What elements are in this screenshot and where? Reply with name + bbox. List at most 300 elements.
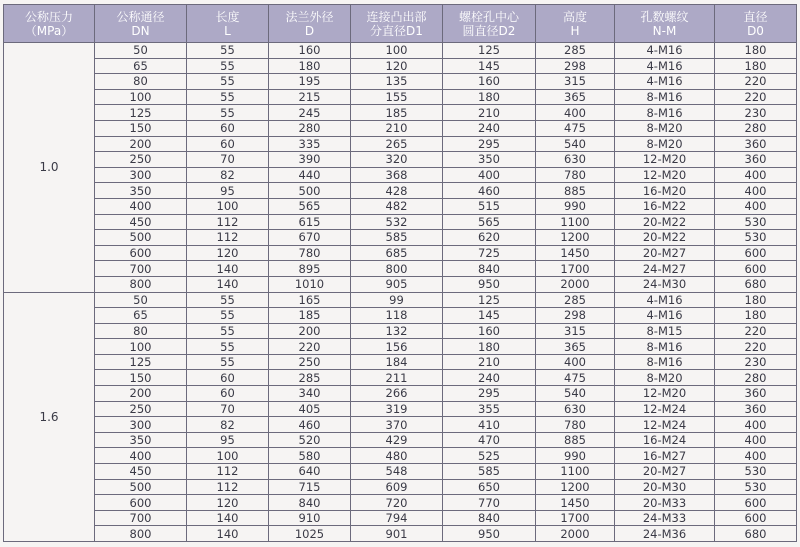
cell-bolt-circle-d2: 650 <box>443 479 536 495</box>
cell-bolt-holes: 8-M20 <box>615 120 715 136</box>
cell-bolt-circle-d2: 210 <box>443 354 536 370</box>
cell-flange-od: 840 <box>269 495 351 511</box>
cell-bolt-holes: 8-M16 <box>615 89 715 105</box>
header-raised-face-d1 <box>351 5 443 43</box>
cell-height: 365 <box>536 89 615 105</box>
cell-dn: 65 <box>95 308 187 324</box>
cell-dn: 250 <box>95 401 187 417</box>
cell-flange-od: 460 <box>269 417 351 433</box>
cell-diameter-d0: 360 <box>715 401 797 417</box>
cell-raised-face-d1: 135 <box>351 74 443 90</box>
cell-dn: 100 <box>95 339 187 355</box>
cell-height: 540 <box>536 386 615 402</box>
cell-raised-face-d1: 184 <box>351 354 443 370</box>
cell-flange-od: 285 <box>269 370 351 386</box>
cell-flange-od: 580 <box>269 448 351 464</box>
cell-raised-face-d1: 482 <box>351 198 443 214</box>
cell-flange-od: 195 <box>269 74 351 90</box>
cell-length: 140 <box>187 526 269 542</box>
cell-flange-od: 390 <box>269 152 351 168</box>
cell-diameter-d0: 360 <box>715 386 797 402</box>
cell-height: 1450 <box>536 495 615 511</box>
cell-height: 2000 <box>536 526 615 542</box>
header-label: 法兰外径 <box>285 9 334 24</box>
cell-dn: 65 <box>95 58 187 74</box>
table-row <box>4 214 797 230</box>
cell-flange-od: 215 <box>269 89 351 105</box>
cell-bolt-holes: 12-M20 <box>615 386 715 402</box>
table-row <box>4 74 797 90</box>
cell-bolt-holes: 12-M24 <box>615 401 715 417</box>
cell-bolt-circle-d2: 515 <box>443 198 536 214</box>
cell-diameter-d0: 530 <box>715 479 797 495</box>
cell-dn: 400 <box>95 448 187 464</box>
cell-raised-face-d1: 901 <box>351 526 443 542</box>
cell-bolt-circle-d2: 240 <box>443 120 536 136</box>
cell-dn: 300 <box>95 417 187 433</box>
cell-bolt-circle-d2: 350 <box>443 152 536 168</box>
cell-length: 120 <box>187 245 269 261</box>
cell-diameter-d0: 360 <box>715 136 797 152</box>
cell-height: 298 <box>536 58 615 74</box>
cell-dn: 250 <box>95 152 187 168</box>
cell-height: 630 <box>536 152 615 168</box>
header-sublabel: H <box>570 23 580 38</box>
cell-height: 400 <box>536 105 615 121</box>
cell-bolt-holes: 8-M20 <box>615 136 715 152</box>
cell-dn: 600 <box>95 495 187 511</box>
cell-diameter-d0: 180 <box>715 58 797 74</box>
cell-flange-od: 520 <box>269 432 351 448</box>
cell-height: 780 <box>536 417 615 433</box>
cell-diameter-d0: 280 <box>715 370 797 386</box>
table-header-row <box>4 5 797 43</box>
cell-raised-face-d1: 118 <box>351 308 443 324</box>
cell-dn: 700 <box>95 510 187 526</box>
cell-bolt-circle-d2: 400 <box>443 167 536 183</box>
cell-length: 82 <box>187 167 269 183</box>
cell-height: 630 <box>536 401 615 417</box>
cell-bolt-holes: 16-M20 <box>615 183 715 199</box>
cell-raised-face-d1: 685 <box>351 245 443 261</box>
cell-bolt-holes: 24-M33 <box>615 510 715 526</box>
cell-dn: 80 <box>95 74 187 90</box>
cell-bolt-holes: 20-M27 <box>615 245 715 261</box>
cell-bolt-circle-d2: 840 <box>443 510 536 526</box>
cell-bolt-circle-d2: 950 <box>443 526 536 542</box>
cell-bolt-circle-d2: 240 <box>443 370 536 386</box>
cell-diameter-d0: 230 <box>715 354 797 370</box>
cell-bolt-holes: 12-M20 <box>615 167 715 183</box>
cell-length: 55 <box>187 43 269 59</box>
cell-raised-face-d1: 185 <box>351 105 443 121</box>
spec-table-container <box>3 4 796 543</box>
cell-length: 140 <box>187 276 269 292</box>
cell-length: 112 <box>187 479 269 495</box>
cell-dn: 125 <box>95 354 187 370</box>
cell-bolt-holes: 4-M16 <box>615 43 715 59</box>
cell-bolt-circle-d2: 145 <box>443 58 536 74</box>
header-label: 高度 <box>562 9 587 24</box>
cell-flange-od: 340 <box>269 386 351 402</box>
cell-bolt-holes: 4-M16 <box>615 58 715 74</box>
cell-length: 55 <box>187 354 269 370</box>
cell-diameter-d0: 600 <box>715 495 797 511</box>
table-row <box>4 167 797 183</box>
cell-diameter-d0: 600 <box>715 510 797 526</box>
cell-dn: 700 <box>95 261 187 277</box>
cell-diameter-d0: 400 <box>715 448 797 464</box>
cell-length: 100 <box>187 448 269 464</box>
cell-length: 55 <box>187 339 269 355</box>
cell-dn: 50 <box>95 43 187 59</box>
cell-bolt-circle-d2: 125 <box>443 292 536 308</box>
cell-diameter-d0: 360 <box>715 152 797 168</box>
cell-dn: 100 <box>95 89 187 105</box>
cell-length: 140 <box>187 261 269 277</box>
cell-flange-od: 280 <box>269 120 351 136</box>
cell-dn: 600 <box>95 245 187 261</box>
cell-bolt-circle-d2: 410 <box>443 417 536 433</box>
cell-length: 60 <box>187 136 269 152</box>
cell-height: 285 <box>536 292 615 308</box>
cell-length: 60 <box>187 120 269 136</box>
cell-flange-od: 165 <box>269 292 351 308</box>
cell-length: 70 <box>187 401 269 417</box>
header-sublabel: 圆直径D2 <box>462 23 516 38</box>
header-label: 长度 <box>215 9 240 24</box>
cell-height: 315 <box>536 323 615 339</box>
table-row <box>4 526 797 542</box>
cell-raised-face-d1: 155 <box>351 89 443 105</box>
cell-height: 475 <box>536 120 615 136</box>
pressure-cell: 1.0 <box>4 43 95 293</box>
cell-bolt-circle-d2: 295 <box>443 386 536 402</box>
cell-height: 2000 <box>536 276 615 292</box>
cell-raised-face-d1: 132 <box>351 323 443 339</box>
cell-height: 475 <box>536 370 615 386</box>
cell-length: 100 <box>187 198 269 214</box>
cell-raised-face-d1: 100 <box>351 43 443 59</box>
cell-length: 95 <box>187 432 269 448</box>
table-row <box>4 292 797 308</box>
table-row <box>4 198 797 214</box>
cell-bolt-holes: 20-M22 <box>615 214 715 230</box>
table-row <box>4 105 797 121</box>
table-row <box>4 89 797 105</box>
cell-diameter-d0: 220 <box>715 339 797 355</box>
cell-dn: 500 <box>95 230 187 246</box>
cell-diameter-d0: 220 <box>715 323 797 339</box>
table-row <box>4 230 797 246</box>
header-length <box>187 5 269 43</box>
cell-bolt-circle-d2: 295 <box>443 136 536 152</box>
cell-height: 1200 <box>536 479 615 495</box>
table-row <box>4 183 797 199</box>
cell-bolt-circle-d2: 460 <box>443 183 536 199</box>
cell-bolt-circle-d2: 770 <box>443 495 536 511</box>
table-row <box>4 510 797 526</box>
cell-flange-od: 615 <box>269 214 351 230</box>
table-row <box>4 261 797 277</box>
cell-dn: 500 <box>95 479 187 495</box>
header-sublabel: L <box>224 23 231 38</box>
cell-flange-od: 670 <box>269 230 351 246</box>
cell-raised-face-d1: 548 <box>351 464 443 480</box>
cell-diameter-d0: 400 <box>715 183 797 199</box>
cell-bolt-circle-d2: 950 <box>443 276 536 292</box>
cell-length: 55 <box>187 58 269 74</box>
cell-raised-face-d1: 428 <box>351 183 443 199</box>
cell-height: 315 <box>536 74 615 90</box>
cell-bolt-circle-d2: 585 <box>443 464 536 480</box>
table-row <box>4 245 797 261</box>
table-row <box>4 43 797 59</box>
cell-flange-od: 1010 <box>269 276 351 292</box>
cell-length: 55 <box>187 105 269 121</box>
cell-height: 298 <box>536 308 615 324</box>
cell-dn: 350 <box>95 183 187 199</box>
table-row <box>4 417 797 433</box>
cell-raised-face-d1: 532 <box>351 214 443 230</box>
cell-length: 112 <box>187 214 269 230</box>
table-row <box>4 136 797 152</box>
cell-height: 885 <box>536 432 615 448</box>
cell-bolt-holes: 24-M27 <box>615 261 715 277</box>
cell-flange-od: 1025 <box>269 526 351 542</box>
cell-height: 1450 <box>536 245 615 261</box>
cell-flange-od: 160 <box>269 43 351 59</box>
header-sublabel: DN <box>131 23 150 38</box>
cell-bolt-holes: 16-M27 <box>615 448 715 464</box>
header-height <box>536 5 615 43</box>
cell-diameter-d0: 530 <box>715 230 797 246</box>
cell-bolt-circle-d2: 355 <box>443 401 536 417</box>
cell-flange-od: 220 <box>269 339 351 355</box>
cell-height: 285 <box>536 43 615 59</box>
header-bolt-holes <box>615 5 715 43</box>
cell-bolt-circle-d2: 470 <box>443 432 536 448</box>
cell-bolt-holes: 20-M33 <box>615 495 715 511</box>
header-label: 连接凸出部 <box>366 9 427 24</box>
header-sublabel: 分直径D1 <box>370 23 423 38</box>
cell-raised-face-d1: 429 <box>351 432 443 448</box>
header-bolt-circle-d2 <box>443 5 536 43</box>
cell-diameter-d0: 600 <box>715 261 797 277</box>
cell-bolt-holes: 8-M20 <box>615 370 715 386</box>
cell-length: 55 <box>187 323 269 339</box>
header-diameter-d0 <box>715 5 797 43</box>
table-row <box>4 58 797 74</box>
cell-dn: 800 <box>95 526 187 542</box>
cell-diameter-d0: 530 <box>715 464 797 480</box>
cell-dn: 400 <box>95 198 187 214</box>
cell-diameter-d0: 180 <box>715 308 797 324</box>
cell-bolt-holes: 8-M16 <box>615 354 715 370</box>
cell-flange-od: 200 <box>269 323 351 339</box>
cell-flange-od: 250 <box>269 354 351 370</box>
cell-bolt-holes: 8-M16 <box>615 339 715 355</box>
cell-dn: 150 <box>95 120 187 136</box>
cell-raised-face-d1: 320 <box>351 152 443 168</box>
cell-diameter-d0: 280 <box>715 120 797 136</box>
cell-length: 70 <box>187 152 269 168</box>
header-dn <box>95 5 187 43</box>
cell-raised-face-d1: 720 <box>351 495 443 511</box>
cell-height: 990 <box>536 448 615 464</box>
table-row <box>4 464 797 480</box>
cell-raised-face-d1: 210 <box>351 120 443 136</box>
cell-dn: 200 <box>95 386 187 402</box>
cell-flange-od: 895 <box>269 261 351 277</box>
table-row <box>4 339 797 355</box>
header-sublabel: （MPa） <box>24 23 74 38</box>
cell-bolt-holes: 4-M16 <box>615 308 715 324</box>
header-label: 公称压力 <box>24 9 73 24</box>
header-pressure <box>4 5 95 43</box>
header-label: 公称通径 <box>116 9 165 24</box>
cell-height: 400 <box>536 354 615 370</box>
cell-diameter-d0: 220 <box>715 74 797 90</box>
cell-flange-od: 185 <box>269 308 351 324</box>
cell-diameter-d0: 400 <box>715 167 797 183</box>
cell-dn: 80 <box>95 323 187 339</box>
cell-bolt-holes: 24-M36 <box>615 526 715 542</box>
cell-diameter-d0: 400 <box>715 432 797 448</box>
cell-raised-face-d1: 370 <box>351 417 443 433</box>
cell-flange-od: 565 <box>269 198 351 214</box>
cell-height: 1200 <box>536 230 615 246</box>
cell-bolt-circle-d2: 725 <box>443 245 536 261</box>
cell-diameter-d0: 400 <box>715 417 797 433</box>
cell-bolt-circle-d2: 180 <box>443 339 536 355</box>
table-row <box>4 495 797 511</box>
header-flange-od <box>269 5 351 43</box>
cell-height: 780 <box>536 167 615 183</box>
cell-raised-face-d1: 480 <box>351 448 443 464</box>
cell-length: 55 <box>187 74 269 90</box>
table-row <box>4 354 797 370</box>
table-row <box>4 120 797 136</box>
cell-raised-face-d1: 99 <box>351 292 443 308</box>
cell-length: 82 <box>187 417 269 433</box>
header-sublabel: N-M <box>652 23 677 38</box>
table-row <box>4 479 797 495</box>
cell-flange-od: 180 <box>269 58 351 74</box>
cell-diameter-d0: 220 <box>715 89 797 105</box>
cell-length: 112 <box>187 464 269 480</box>
cell-dn: 50 <box>95 292 187 308</box>
cell-dn: 150 <box>95 370 187 386</box>
cell-bolt-circle-d2: 160 <box>443 323 536 339</box>
header-sublabel: D0 <box>747 23 764 38</box>
cell-length: 112 <box>187 230 269 246</box>
cell-length: 55 <box>187 89 269 105</box>
cell-flange-od: 640 <box>269 464 351 480</box>
cell-dn: 350 <box>95 432 187 448</box>
valve-spec-table <box>3 4 797 542</box>
cell-diameter-d0: 680 <box>715 526 797 542</box>
cell-flange-od: 910 <box>269 510 351 526</box>
cell-height: 540 <box>536 136 615 152</box>
cell-height: 1700 <box>536 510 615 526</box>
cell-dn: 450 <box>95 214 187 230</box>
cell-height: 1100 <box>536 464 615 480</box>
cell-bolt-circle-d2: 525 <box>443 448 536 464</box>
cell-dn: 800 <box>95 276 187 292</box>
cell-bolt-holes: 8-M16 <box>615 105 715 121</box>
cell-bolt-holes: 16-M22 <box>615 198 715 214</box>
cell-raised-face-d1: 905 <box>351 276 443 292</box>
pressure-cell: 1.6 <box>4 292 95 542</box>
cell-bolt-holes: 4-M16 <box>615 74 715 90</box>
header-label: 螺栓孔中心 <box>458 9 519 24</box>
table-row <box>4 308 797 324</box>
cell-raised-face-d1: 211 <box>351 370 443 386</box>
table-row <box>4 386 797 402</box>
cell-bolt-holes: 20-M22 <box>615 230 715 246</box>
cell-bolt-circle-d2: 125 <box>443 43 536 59</box>
cell-length: 120 <box>187 495 269 511</box>
cell-raised-face-d1: 800 <box>351 261 443 277</box>
table-row <box>4 152 797 168</box>
cell-bolt-circle-d2: 565 <box>443 214 536 230</box>
cell-bolt-holes: 12-M20 <box>615 152 715 168</box>
cell-raised-face-d1: 266 <box>351 386 443 402</box>
cell-length: 55 <box>187 292 269 308</box>
cell-length: 60 <box>187 370 269 386</box>
cell-flange-od: 715 <box>269 479 351 495</box>
cell-bolt-holes: 24-M30 <box>615 276 715 292</box>
cell-height: 365 <box>536 339 615 355</box>
header-sublabel: D <box>304 23 315 38</box>
table-row <box>4 370 797 386</box>
cell-flange-od: 245 <box>269 105 351 121</box>
cell-height: 1700 <box>536 261 615 277</box>
cell-raised-face-d1: 319 <box>351 401 443 417</box>
cell-dn: 200 <box>95 136 187 152</box>
table-row <box>4 276 797 292</box>
header-label: 直径 <box>743 9 768 24</box>
cell-bolt-circle-d2: 160 <box>443 74 536 90</box>
cell-length: 140 <box>187 510 269 526</box>
cell-raised-face-d1: 368 <box>351 167 443 183</box>
cell-bolt-holes: 12-M24 <box>615 417 715 433</box>
cell-bolt-holes: 20-M27 <box>615 464 715 480</box>
cell-raised-face-d1: 585 <box>351 230 443 246</box>
cell-flange-od: 335 <box>269 136 351 152</box>
table-row <box>4 432 797 448</box>
cell-raised-face-d1: 265 <box>351 136 443 152</box>
cell-length: 60 <box>187 386 269 402</box>
cell-length: 95 <box>187 183 269 199</box>
cell-raised-face-d1: 794 <box>351 510 443 526</box>
cell-dn: 300 <box>95 167 187 183</box>
cell-diameter-d0: 230 <box>715 105 797 121</box>
cell-flange-od: 780 <box>269 245 351 261</box>
table-body <box>4 43 797 542</box>
cell-bolt-holes: 16-M24 <box>615 432 715 448</box>
cell-height: 885 <box>536 183 615 199</box>
header-label: 孔数螺纹 <box>640 9 689 24</box>
cell-diameter-d0: 400 <box>715 198 797 214</box>
cell-flange-od: 500 <box>269 183 351 199</box>
cell-bolt-circle-d2: 620 <box>443 230 536 246</box>
table-row <box>4 401 797 417</box>
cell-height: 1100 <box>536 214 615 230</box>
cell-flange-od: 405 <box>269 401 351 417</box>
cell-bolt-circle-d2: 840 <box>443 261 536 277</box>
